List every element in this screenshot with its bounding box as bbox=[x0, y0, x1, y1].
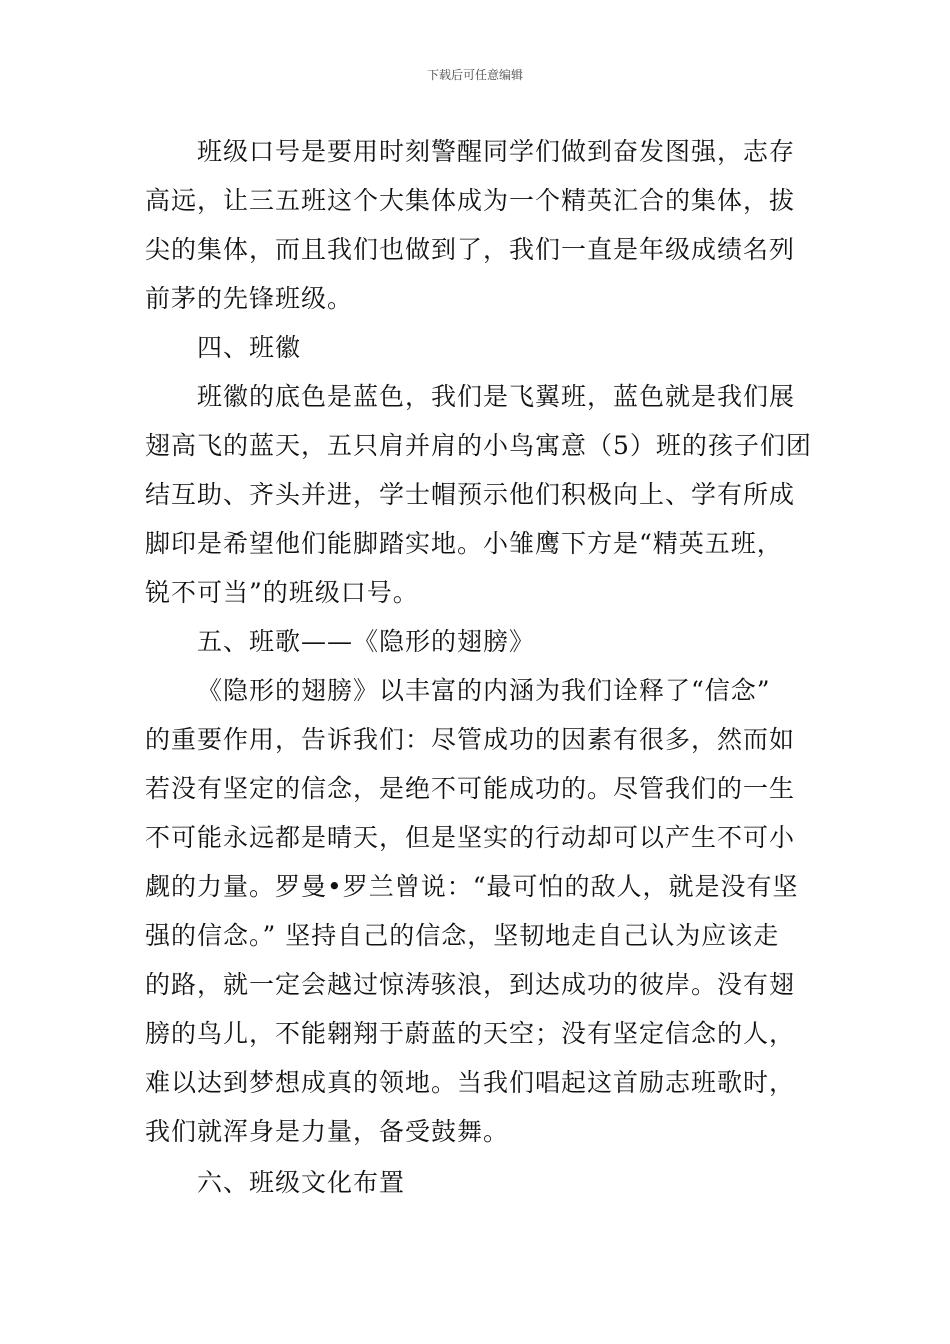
paragraph-line: 的重要作用，告诉我们：尽管成功的因素有很多，然而如 bbox=[145, 725, 796, 754]
paragraph-line: 的路，就一定会越过惊涛骇浪，到达成功的彼岸。没有翅 bbox=[145, 970, 796, 999]
paragraph-line: 《隐形的翅膀》以丰富的内涵为我们诠释了“信念” bbox=[197, 676, 771, 705]
section-heading: 四、班徽 bbox=[197, 333, 302, 362]
paragraph-line: 锐不可当”的班级口号。 bbox=[145, 578, 419, 607]
section-heading: 六、班级文化布置 bbox=[197, 1168, 406, 1197]
paragraph-line: 尖的集体，而且我们也做到了，我们一直是年级成绩名列 bbox=[145, 235, 796, 264]
page-header: 下载后可任意编辑 bbox=[426, 68, 523, 82]
paragraph-line: 膀的鸟儿，不能翱翔于蔚蓝的天空；没有坚定信念的人， bbox=[145, 1019, 796, 1048]
paragraph-line: 若没有坚定的信念，是绝不可能成功的。尽管我们的一生 bbox=[145, 774, 796, 803]
paragraph-line: 班徽的底色是蓝色，我们是飞翼班，蓝色就是我们展 bbox=[197, 382, 796, 411]
section-heading: 五、班歌——《隐形的翅膀》 bbox=[197, 627, 536, 656]
paragraph-line: 脚印是希望他们能脚踏实地。小雏鹰下方是“精英五班， bbox=[145, 529, 783, 558]
paragraph-line: 翅高飞的蓝天，五只肩并肩的小鸟寓意（5）班的孩子们团 bbox=[145, 431, 812, 460]
paragraph-line: 强的信念。” 坚持自己的信念，坚韧地走自己认为应该走 bbox=[145, 921, 780, 950]
paragraph-line: 结互助、齐头并进，学士帽预示他们积极向上、学有所成 bbox=[145, 480, 796, 509]
paragraph-line: 高远，让三五班这个大集体成为一个精英汇合的集体，拔 bbox=[145, 186, 796, 215]
paragraph-line: 觑的力量。罗曼•罗兰曾说：“最可怕的敌人，就是没有坚 bbox=[145, 872, 799, 901]
paragraph-line: 前茅的先锋班级。 bbox=[145, 284, 354, 313]
paragraph-line: 我们就浑身是力量，备受鼓舞。 bbox=[145, 1117, 510, 1146]
paragraph-line: 班级口号是要用时刻警醒同学们做到奋发图强，志存 bbox=[197, 137, 796, 166]
paragraph-line: 不可能永远都是晴天，但是坚实的行动却可以产生不可小 bbox=[145, 823, 796, 852]
paragraph-line: 难以达到梦想成真的领地。当我们唱起这首励志班歌时， bbox=[145, 1068, 796, 1097]
